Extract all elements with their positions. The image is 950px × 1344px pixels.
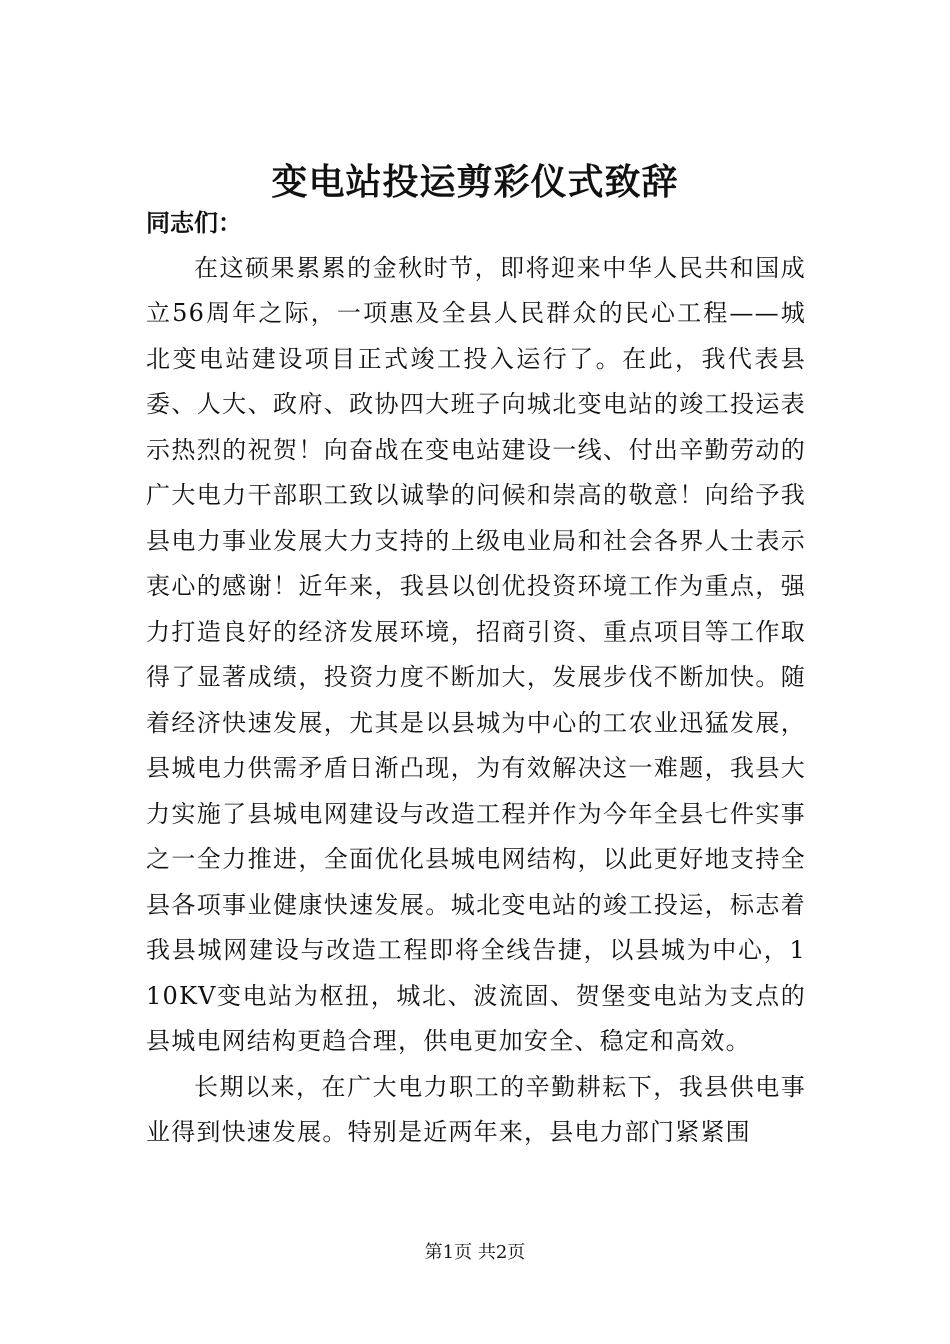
document-title: 变电站投运剪彩仪式致辞 (271, 161, 679, 204)
page-number-footer: 第1页 共2页 (424, 1242, 526, 1263)
document-body (146, 200, 806, 1156)
paragraph-2: 长期以来，在广大电力职工的辛勤耕耘下，我县供电事业得到快速发展。特别是近两年来，县电力部门紧紧围 (146, 1072, 806, 1146)
paragraph-1: 在这硕果累累的金秋时节，即将迎来中华人民共和国成立56周年之际，一项惠及全县人民群众的民心工程——城北变电站建设项目正式竣工投入运行了。在此，我代表县委、人大、政府、政协四大班子向城北变电站的竣工投运表示热烈的祝贺！向奋战在变电站建设一线、付出辛勤劳动的广大电力干部职工致以诚挚的问候和崇高的敬意！向给予我县电力事业发展大力支持的上级电业局和社会各界人士表示衷心的感谢！近年来，我县以创优投资环境工作为重点，强力打造良好的经济发展环境，招商引资、重点项目等工作取得了显著成绩，投资力度不断加大，发展步伐不断加快。随着经济快速发展，尤其是以县城为中心的工农业迅猛发展，县城电力供需矛盾日渐凸现，为有效解决这一难题，我县大力实施了县城电网建设与改造工程并作为今年全县七件实事之一全力推进，全面优化县城电网结构，以此更好地支持全县各项事业健康快速发展。城北变电站的竣工投运，标志着我县城网建设与改造工程即将全线告捷，以县城为中心，110KV变电站为枢扭，城北、波流固、贺堡变电站为支点的县城电网结构更趋合理，供电更加安全、稳定和高效。 (146, 253, 806, 1055)
salutation: 同志们： (146, 208, 242, 237)
